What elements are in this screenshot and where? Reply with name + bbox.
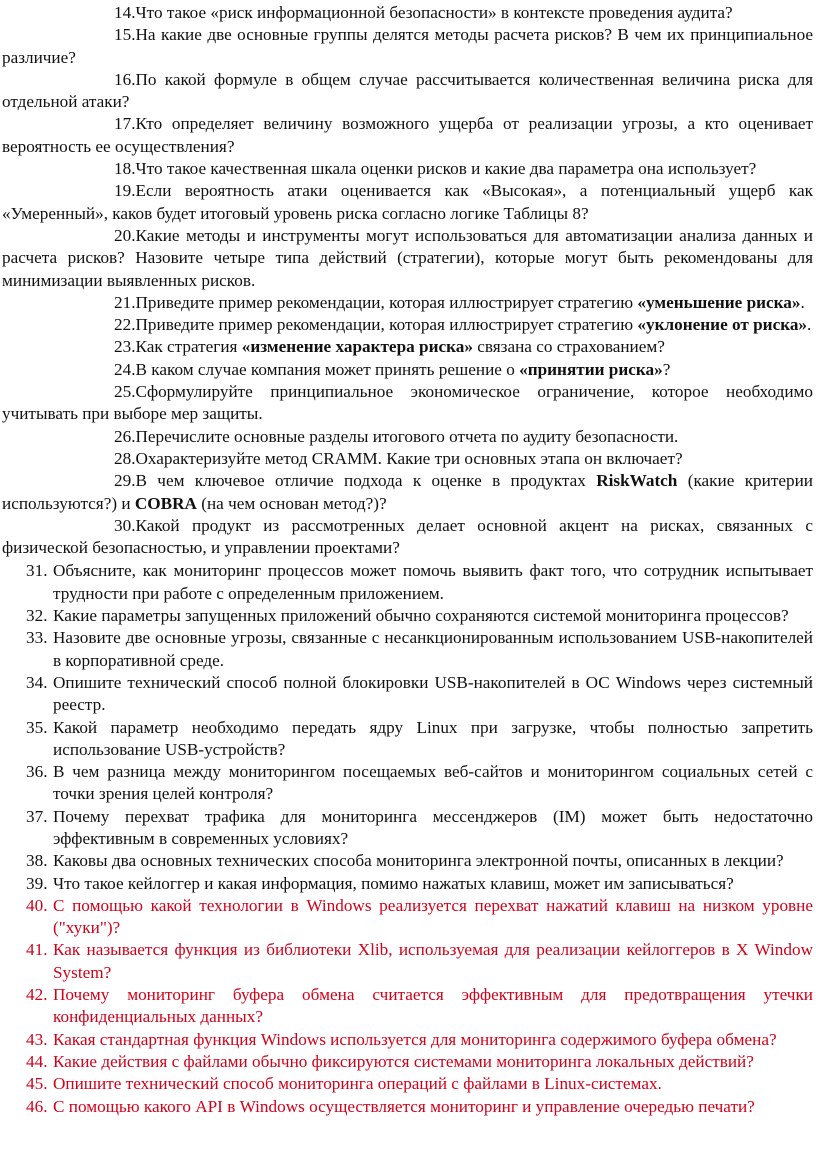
question-item-highlighted — [2, 1096, 813, 1118]
question-text: Какой параметр необходимо передать ядру Linux при загрузке, чтобы полностью запретить использование USB-устройств? — [53, 717, 813, 759]
question-number: 24. — [114, 359, 136, 379]
question-item — [2, 605, 813, 627]
question-text: Опишите технический способ мониторинга операций с файлами в Linux-системах. — [53, 1074, 662, 1094]
question-item-highlighted — [2, 1073, 813, 1095]
question-number: 31. — [26, 561, 48, 581]
question-text-bold: COBRA — [134, 493, 197, 513]
question-item — [2, 69, 813, 114]
question-text: Охарактеризуйте метод CRAMM. Какие три основных этапа он включает? — [135, 448, 683, 468]
question-text: Как стратегия — [135, 337, 242, 357]
question-number: 22. — [114, 315, 136, 335]
question-item — [2, 717, 813, 762]
question-number: 41. — [26, 940, 48, 960]
question-number: 32. — [26, 606, 48, 626]
question-text: Что такое «риск информационной безопасности» в контексте проведения аудита? — [135, 3, 733, 22]
question-number: 20. — [114, 225, 136, 245]
question-number: 40. — [26, 895, 48, 915]
question-item — [2, 850, 813, 872]
question-text: . — [800, 292, 805, 312]
question-number: 45. — [26, 1074, 48, 1094]
question-text: Перечислите основные разделы итогового отчета по аудиту безопасности. — [135, 426, 679, 446]
question-text-bold: «принятии риска» — [519, 359, 663, 379]
question-item-highlighted — [2, 939, 813, 984]
question-number: 29. — [114, 471, 136, 491]
question-list-hanging — [2, 560, 813, 1117]
question-item — [2, 158, 813, 180]
question-text: Приведите пример рекомендации, которая иллюстрирует стратегию — [135, 292, 638, 312]
question-number: 30. — [114, 515, 136, 535]
question-text: Какая стандартная функция Windows используется для мониторинга содержимого буфера обмена? — [53, 1029, 777, 1049]
question-text: связана со страхованием? — [472, 337, 665, 357]
question-item-highlighted — [2, 1029, 813, 1051]
question-text: Приведите пример рекомендации, которая иллюстрирует стратегию — [135, 315, 638, 335]
question-text: Какие методы и инструменты могут использоваться для автоматизации анализа данных и расчета рисков? Назовите четыре типа действий (стратегии), которые могут быть рекомендованы для минимизации выявленных рисков. — [2, 225, 813, 290]
question-text: С помощью какого API в Windows осуществляется мониторинг и управление очередью печати? — [53, 1096, 755, 1116]
question-text: С помощью какой технологии в Windows реализуется перехват нажатий клавиш на низком уровне ("хуки")? — [53, 895, 813, 938]
question-item — [2, 426, 813, 448]
question-item — [2, 672, 813, 717]
question-item — [2, 873, 813, 895]
question-text: Почему перехват трафика для мониторинга мессенджеров (IM) может быть недостаточно эффективным в современных условиях? — [53, 806, 813, 848]
question-text: ? — [662, 359, 671, 379]
question-item-highlighted — [2, 984, 813, 1029]
question-text: В каком случае компания может принять решение о — [135, 359, 520, 379]
question-item — [2, 515, 813, 560]
question-text: По какой формуле в общем случае рассчитывается количественная величина риска для отдельной атаки? — [2, 69, 813, 112]
question-number: 42. — [26, 985, 48, 1005]
question-text: Почему мониторинг буфера обмена считается эффективным для предотвращения утечки конфиденциальных данных? — [53, 985, 813, 1027]
question-text: В чем разница между мониторингом посещаемых веб-сайтов и мониторингом социальных сетей с точки зрения целей контроля? — [53, 762, 813, 804]
question-number: 46. — [26, 1096, 48, 1116]
question-number: 37. — [26, 806, 48, 826]
question-number: 36. — [26, 762, 48, 782]
question-item — [2, 180, 813, 225]
question-item — [2, 113, 813, 158]
question-text-bold: «уклонение от риска» — [637, 315, 808, 335]
question-item — [2, 292, 813, 314]
question-item — [2, 336, 813, 358]
question-item — [2, 806, 813, 851]
question-text: Если вероятность атаки оценивается как «Высокая», а потенциальный ущерб как «Умеренный», каков будет итоговый уровень риска согласно логике Таблицы 8? — [2, 181, 813, 223]
question-number: 35. — [26, 717, 48, 737]
question-item-highlighted — [2, 895, 813, 940]
question-text: Опишите технический способ полной блокировки USB-накопителей в ОС Windows через системный реестр. — [53, 672, 813, 715]
question-text: (на чем основан метод?)? — [196, 493, 387, 513]
question-text: Как называется функция из библиотеки Xlib, используемая для реализации кейлоггеров в X Window System? — [53, 940, 813, 982]
question-number: 43. — [26, 1029, 48, 1049]
question-text: Какой продукт из рассмотренных делает основной акцент на рисках, связанных с физической безопасностью, и управлении проектами? — [2, 515, 813, 558]
question-item — [2, 448, 813, 470]
question-text: (какие критерии используются?) и — [2, 471, 813, 513]
question-number: 39. — [26, 873, 48, 893]
question-item — [2, 381, 813, 426]
question-number: 21. — [114, 292, 136, 312]
question-list-indented — [2, 0, 813, 559]
question-text-bold: RiskWatch — [596, 471, 678, 491]
question-text: Что такое кейлоггер и какая информация, помимо нажатых клавиш, может им записываться? — [53, 873, 734, 893]
question-number: 44. — [26, 1051, 48, 1071]
question-number: 14. — [114, 3, 136, 22]
question-text: Что такое качественная шкала оценки рисков и какие два параметра она использует? — [135, 159, 757, 179]
question-text: Сформулируйте принципиальное экономическое ограничение, которое необходимо учитывать при выборе мер защиты. — [2, 382, 813, 424]
question-number: 25. — [114, 382, 136, 402]
question-item-highlighted — [2, 1051, 813, 1073]
question-number: 34. — [26, 672, 48, 692]
question-number: 17. — [114, 114, 136, 134]
question-text-bold: «изменение характера риска» — [241, 337, 473, 357]
question-number: 26. — [114, 426, 136, 446]
question-text: Объясните, как мониторинг процессов может помочь выявить факт того, что сотрудник испытывает трудности при работе с определенным приложением. — [53, 561, 813, 603]
question-text: На какие две основные группы делятся методы расчета рисков? В чем их принципиальное различие? — [2, 25, 813, 67]
question-number: 33. — [26, 628, 48, 648]
question-item — [2, 359, 813, 381]
question-text-bold: «уменьшение риска» — [637, 292, 801, 312]
question-item — [2, 225, 813, 292]
question-item — [2, 24, 813, 69]
question-number: 38. — [26, 851, 48, 871]
question-text: Назовите две основные угрозы, связанные с несанкционированным использованием USB-накопителей в корпоративной среде. — [53, 628, 813, 670]
question-item — [2, 560, 813, 605]
question-number: 18. — [114, 159, 136, 179]
question-number: 16. — [114, 69, 136, 89]
question-text: . — [807, 315, 812, 335]
question-text: Какие параметры запущенных приложений обычно сохраняются системой мониторинга процессов? — [53, 606, 789, 626]
question-item — [2, 2, 813, 24]
question-text: В чем ключевое отличие подхода к оценке в продуктах — [135, 471, 597, 491]
question-item — [2, 627, 813, 672]
question-text: Какие действия с файлами обычно фиксируются системами мониторинга локальных действий? — [53, 1051, 754, 1071]
question-text: Каковы два основных технических способа мониторинга электронной почты, описанных в лекции? — [53, 851, 784, 871]
question-item — [2, 314, 813, 336]
question-number: 28. — [114, 448, 136, 468]
question-text: Кто определяет величину возможного ущерба от реализации угрозы, а кто оценивает вероятность ее осуществления? — [2, 114, 813, 156]
question-number: 19. — [114, 181, 136, 201]
question-number: 15. — [114, 25, 136, 45]
question-number: 23. — [114, 337, 136, 357]
question-item — [2, 470, 813, 515]
question-item — [2, 761, 813, 806]
